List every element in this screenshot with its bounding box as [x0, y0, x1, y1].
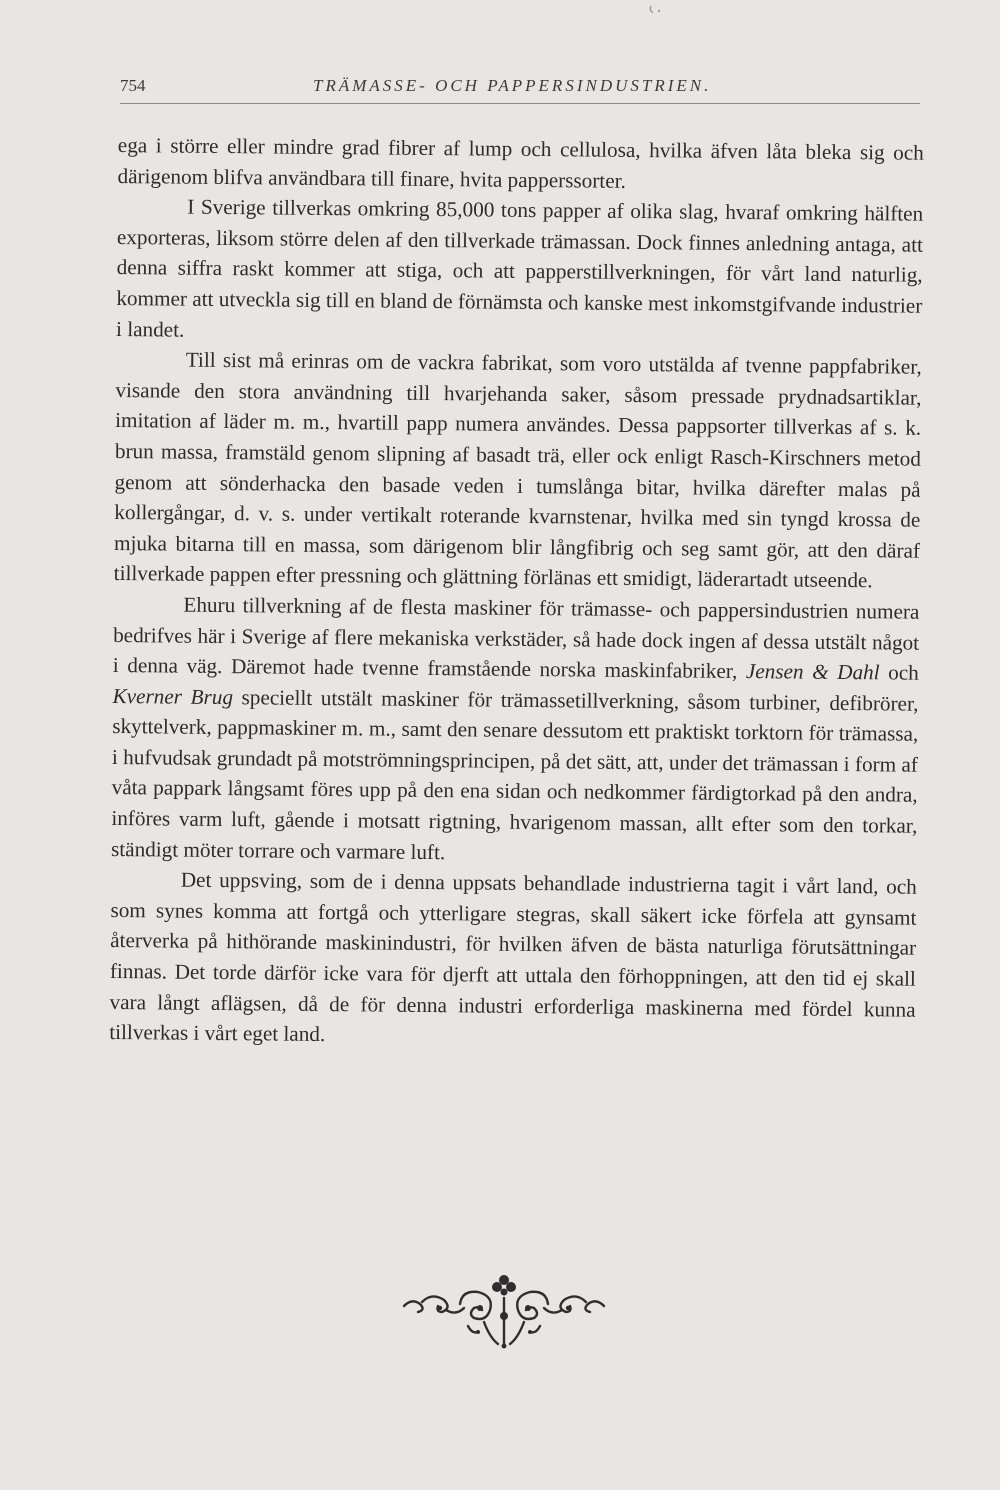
fleuron-ornament-icon [398, 1272, 610, 1352]
body-text [109, 130, 924, 1056]
firm-name-jensen-dahl: Jensen & Dahl [745, 659, 880, 685]
paragraph-4 [111, 589, 920, 872]
ink-speck-icon [648, 2, 662, 16]
paragraph-1: ega i större eller mindre grad fibrer af lump och cellulosa, hvilka äfven låta bleka sig och därigenom blifva användbara till finare, hvita papperssorter. [117, 132, 924, 193]
firm-name-kverner-brug: Kverner Brug [112, 683, 234, 709]
paragraph-4-text-c: speciellt utstält maskiner för trämassetillverkning, såsom turbiner, defibrörer, skyttelverk, pappmaskiner m. m., samt den senare dessutom ett praktiskt torktorn för trämassa, i hufvudsak grundadt på motströmningsprincipen, på det sätt, att, under det trämassan i form af våta pappark långsamt föres upp på den ena sidan och nedkommer färdigtorkad på den andra, införes varm luft, gående i motsatt rigtning, hvarigenom massan, allt efter som den torkar, ständigt möter torrare och varmare luft. [110, 684, 919, 864]
paragraph-2: I Sverige tillverkas omkring 85,000 tons papper af olika slag, hvaraf omkring hälften exporteras, liksom större delen af den tillverkade trämassan. Dock finnes anledning antaga, att denna siffra raskt kommer att stiga, och att papperstillverkningen, för vårt land naturlig, kommer att utveckla sig till en bland de förnämsta och kanske mest inkomstgifvande industrier i landet. [115, 194, 924, 342]
paragraph-3: Till sist må erinras om de vackra fabrikat, som voro utstälda af tvenne pappfabriker, visande den stora användning till hvarjehanda saker, såsom pressade prydnadsartiklar, imitation af läder m. m., hvartill papp numera användes. Dessa pappsorter tillverkas af s. k. brun massa, framstäld genom slipning af basadt trä, eller ock enligt Rasch-Kirschners metod genom att sönderhacka den basade veden i tumslånga bitar, hvilka därefter malas på kollergångar, d. v. s. under vertikalt roterande kvarnstenar, hvilka med sin tyngd krossa de mjuka bitarna till en massa, som därigenom blir långfibrig och seg samt gör, att den däraf tillverkade pappen efter pressning och glättning förlänas ett smidigt, läderartadt utseende. [113, 347, 922, 593]
paragraph-4-text-b: och [879, 660, 919, 685]
header-rule [120, 103, 920, 104]
running-head: TRÄMASSE- OCH PAPPERSINDUSTRIEN. [313, 76, 712, 95]
page-number: 754 [120, 76, 146, 95]
paragraph-5: Det uppsving, som de i denna uppsats behandlade industrierna tagit i vårt land, och som synes komma att fortgå och ytterligare stegras, skall säkert icke förfela att gynsamt återverka på hithörande maskinindustri, för hvilken äfven de bästa naturliga förutsättningar finnas. Det torde därför icke vara för djerft att uttala den förhoppningen, att den tid ej skall vara långt aflägsen, då de för denna industri erforderliga maskinerna med fördel kunna tillverkas i vårt eget land. [109, 867, 917, 1047]
page-header [120, 72, 920, 106]
paragraph-4-text-a: Ehuru tillverkning af de flesta maskiner för trämasse- och pappersindustrien numera bedrifves här i Sverige af flere mekaniska verkstäder, så hade dock ingen af dessa utstält något i denna väg. Däremot hade tvenne framstående norska maskinfabriker, [112, 592, 920, 684]
